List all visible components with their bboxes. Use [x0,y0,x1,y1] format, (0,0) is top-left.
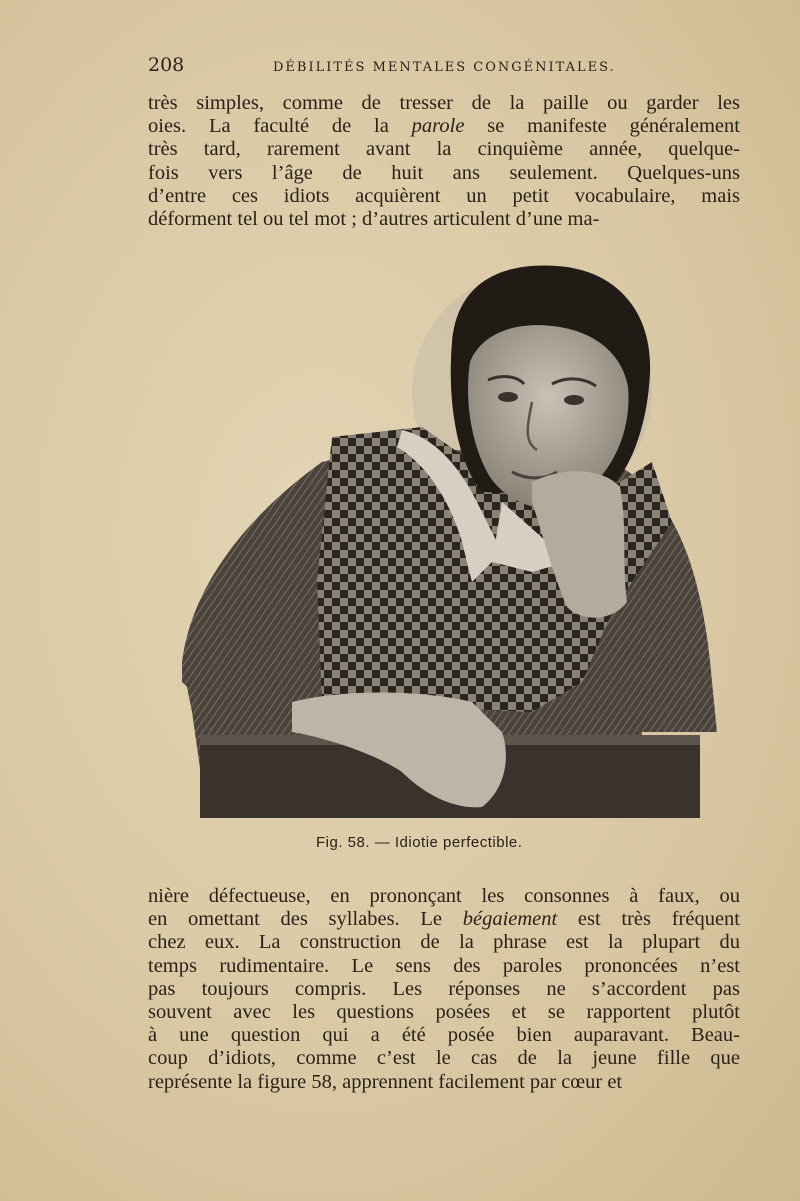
text-run: d’entre ces idiots acquièrent un petit vocabulaire, mais [148,184,740,207]
figure-caption: Fig. 58. — Idiotie perfectible. [316,834,523,851]
text-run: est très fréquent [557,908,740,931]
text-line [148,955,740,978]
text-run: oies. La faculté de la [148,115,412,138]
text-run: pas toujours compris. Les réponses ne s’accordent pas [148,977,740,1000]
text-line [148,908,740,931]
text-line [148,185,740,208]
running-title: DÉBILITÉS MENTALES CONGÉNITALES. [273,60,616,75]
text-run: se manifeste généralement [464,115,740,138]
text-line [148,1024,740,1047]
text-line [148,1001,740,1024]
text-run: coup d’idiots, comme c’est le cas de la jeune fille que [148,1047,740,1070]
text-line [148,208,740,231]
text-line [148,1071,740,1094]
text-line [148,1047,740,1070]
text-run: représente la figure 58, apprennent facilement par cœur et [148,1070,623,1093]
text-run: très tard, rarement avant la cinquième année, quelque- [148,138,740,161]
text-run: très simples, comme de tresser de la paille ou garder les [148,92,740,114]
text-line [148,115,740,138]
text-run: déforment tel ou tel mot ; d’autres articulent d’une ma- [148,208,600,231]
page-number: 208 [148,54,185,76]
text-run: chez eux. La construction de la phrase est la plupart du [148,931,740,954]
italic-term: bégaiement [462,908,558,931]
paragraph-bottom [148,885,740,1094]
paragraph-top [148,92,740,231]
text-line [148,978,740,1001]
text-run: temps rudimentaire. Le sens des paroles prononcées n’est [148,954,740,977]
text-run: en omettant des syllabes. Le [148,908,463,931]
text-line [148,931,740,954]
figure-photograph [172,262,718,818]
text-line [148,885,740,908]
text-run: nière défectueuse, en prononçant les consonnes à faux, ou [148,885,740,907]
text-run: fois vers l’âge de huit ans seulement. Quelques-uns [148,161,740,184]
text-run: à une question qui a été posée bien auparavant. Beau- [148,1024,740,1047]
italic-term: parole [411,115,465,138]
text-line [148,162,740,185]
text-line [148,92,740,115]
page-header [148,54,748,84]
text-line [148,138,740,161]
text-run: souvent avec les questions posées et se rapportent plutôt [148,1001,740,1024]
portrait-illustration [172,262,718,818]
